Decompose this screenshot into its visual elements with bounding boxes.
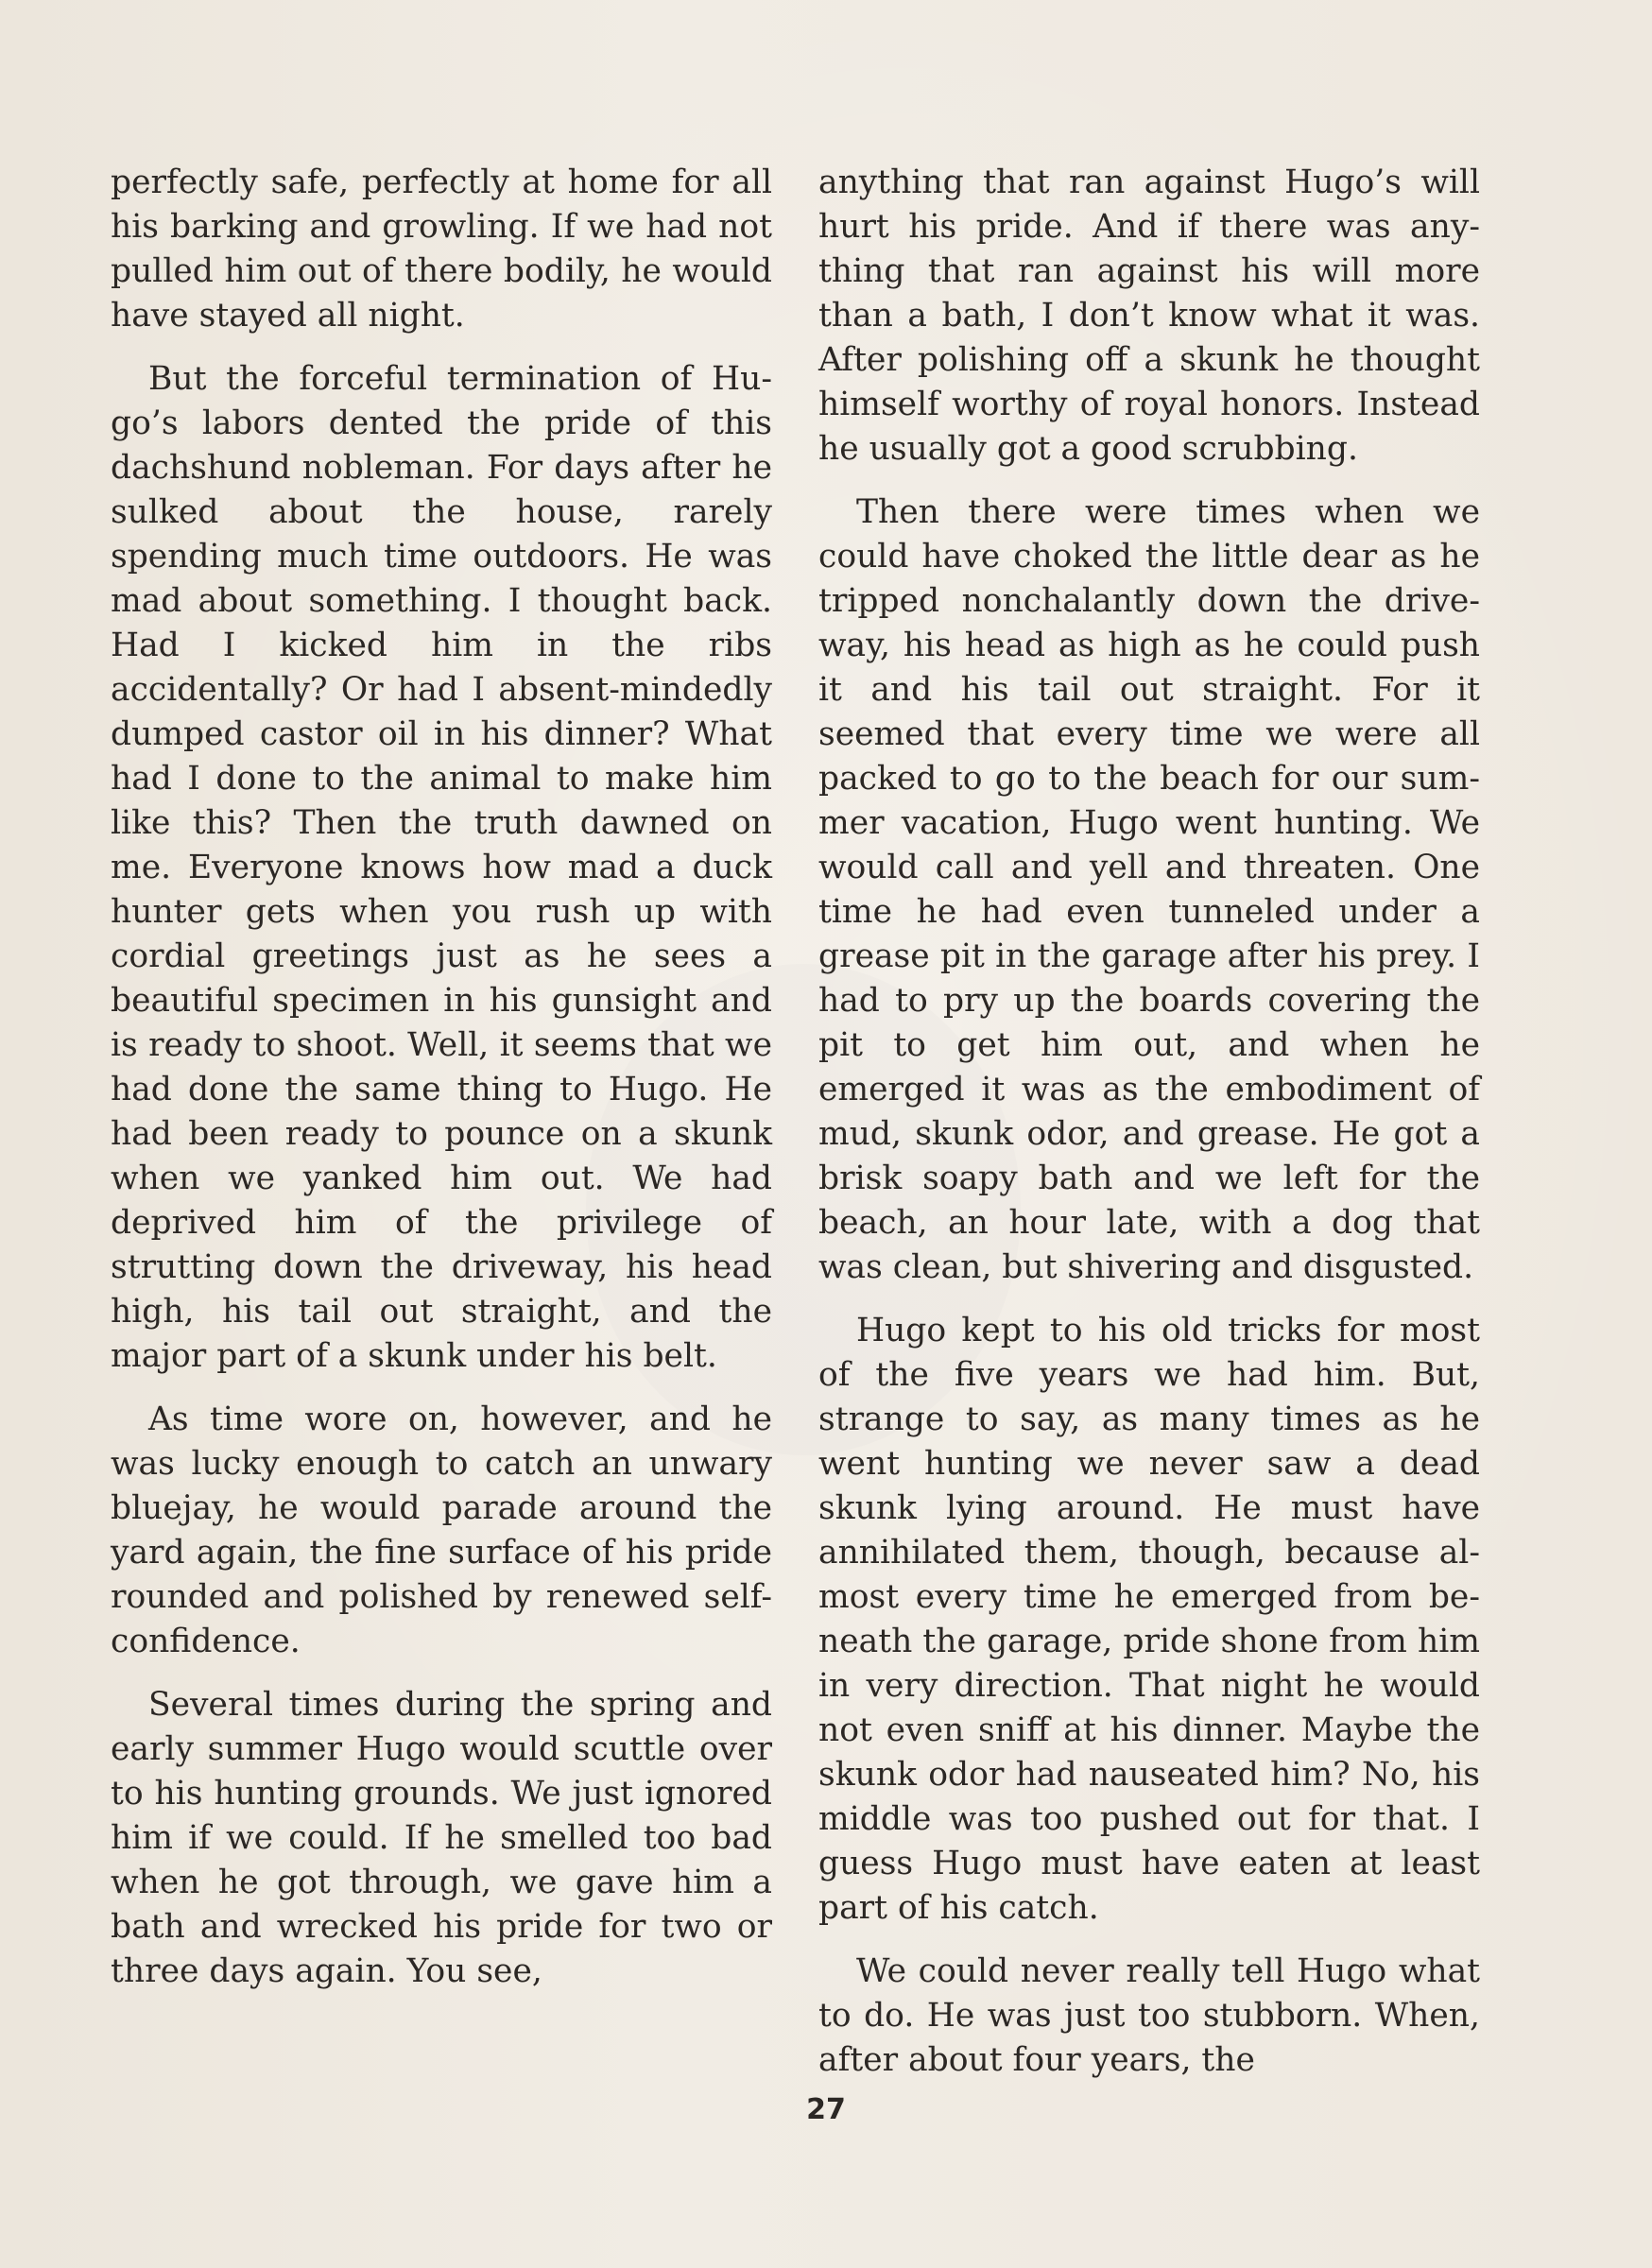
page-number: 27 (806, 2093, 846, 2126)
paragraph: As time wore on, however, and he was lucky enough to catch an unwary bluejay, he would parade around the yard again, the fine surface of his pride rounded and polished by renewed self-confidence. (111, 1400, 772, 1660)
paragraph: But the forceful termination of Hugo’s labors dented the pride of this dachshund nobleman. For days after he sulked about the house, rarely spending much time outdoors. He was mad about something. I thought back. Had I kicked him in the ribs accidentally? Or had I absent-mindedly dumped castor oil in his dinner? What had I done to the animal to make him like this? Then the truth dawned on me. Everyone knows how mad a duck hunter gets when you rush up with cordial greetings just as he sees a beautiful specimen in his gunsight and is ready to shoot. Well, it seems that we had done the same thing to Hugo. He had been ready to pounce on a skunk when we yanked him out. We had deprived him of the privilege of strutting down the driveway, his head high, his tail out straight, and the major part of a skunk under his belt. (111, 360, 772, 1375)
paragraph: Hugo kept to his old tricks for most of the five years we had him. But, strange to say, as many times as he went hunting we never saw a dead skunk lying around. He must have annihilated them, though, because almost every time he emerged from beneath the garage, pride shone from him in very direction. That night he would not even sniff at his dinner. Maybe the skunk odor had nauseated him? No, his middle was too pushed out for that. I guess Hugo must have eaten at least part of his catch. (818, 1312, 1480, 1927)
right-text-column (818, 161, 1480, 2102)
paragraph: anything that ran against Hugo’s will hurt his pride. And if there was anything that ran against his will more than a bath, I don’t know what it was. After polishing off a skunk he thought himself worthy of royal honors. Instead he usually got a good scrubbing. (818, 163, 1480, 468)
paragraph: We could never really tell Hugo what to do. He was just too stubborn. When, after about four years, the (818, 1952, 1480, 2079)
paragraph: Then there were times when we could have choked the little dear as he tripped nonchalantly down the driveway, his head as high as he could push it and his tail out straight. For it seemed that every time we were all packed to go to the beach for our summer vacation, Hugo went hunting. We would call and yell and threaten. One time he had even tunneled under a grease pit in the garage after his prey. I had to pry up the boards covering the pit to get him out, and when he emerged it was as the embodiment of mud, skunk odor, and grease. He got a brisk soapy bath and we left for the beach, an hour late, with a dog that was clean, but shivering and disgusted. (818, 493, 1480, 1286)
paragraph: perfectly safe, perfectly at home for all his barking and growling. If we had not pulled him out of there bodily, he would have stayed all night. (111, 163, 772, 335)
paragraph: Several times during the spring and early summer Hugo would scuttle over to his hunting grounds. We just ignored him if we could. If he smelled too bad when he got through, we gave him a bath and wrecked his pride for two or three days again. You see, (111, 1686, 772, 1990)
left-text-column (111, 161, 772, 2013)
